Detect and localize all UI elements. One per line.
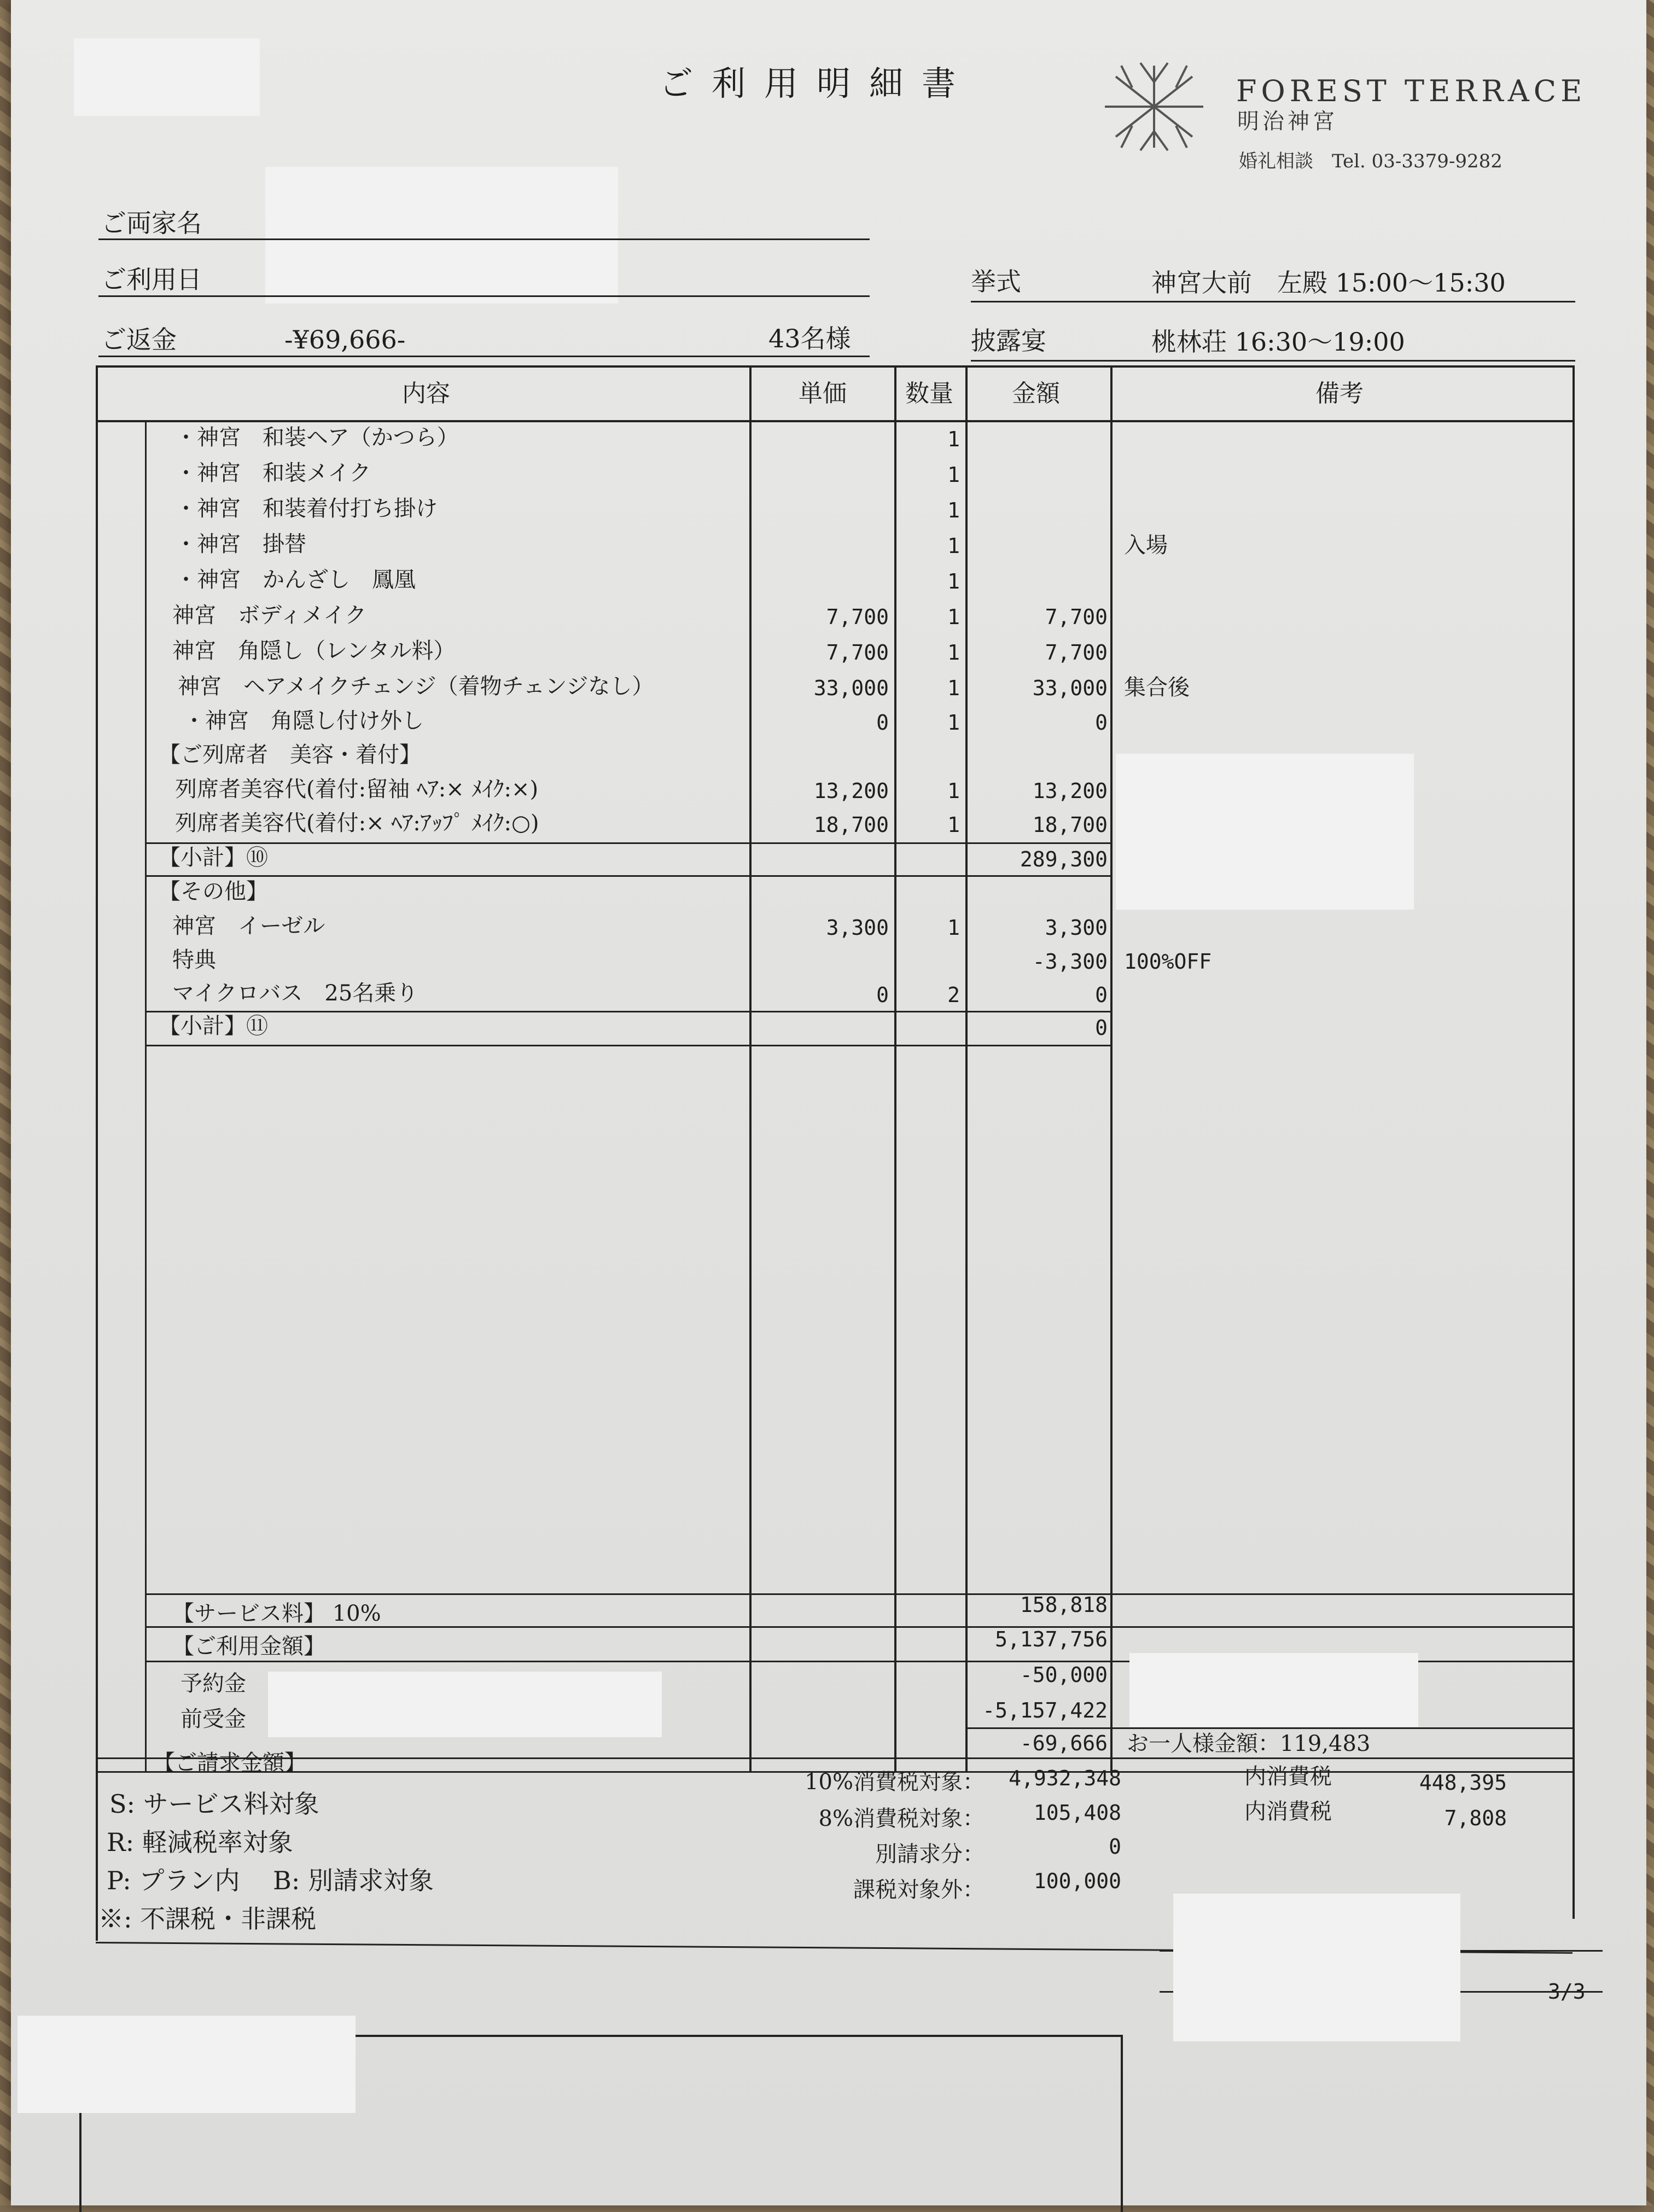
legend-service: S: サービス料対象	[109, 1789, 319, 1819]
subtotal-11-amount: 0	[1095, 1016, 1108, 1040]
billing-amount: -69,666	[1020, 1731, 1108, 1755]
separate-label: 別請求分：	[875, 1842, 985, 1867]
billing-label: 【ご請求金額】	[153, 1750, 306, 1776]
reception-label: 披露宴	[971, 326, 1046, 356]
inner-tax-2-value: 7,808	[1444, 1806, 1507, 1830]
reception-underline	[971, 360, 1575, 362]
per-person-amount: お一人様金額：119,483	[1127, 1731, 1371, 1756]
col-header-content: 内容	[402, 380, 450, 408]
service-charge-label: 【サービス料】 10%	[172, 1601, 381, 1626]
col-header-remarks: 備考	[1315, 380, 1364, 408]
brand-sub: 明治神宮	[1237, 109, 1338, 134]
redaction-reservation-name	[268, 1672, 662, 1737]
reception-value: 桃林荘 16:30〜19:00	[1151, 327, 1405, 357]
usage-amount: 5,137,756	[995, 1627, 1108, 1651]
page-number: 3/3	[1548, 1980, 1586, 2004]
tax8-label: 8%消費税対象：	[818, 1806, 985, 1831]
nontax-label: 課税対象外：	[853, 1877, 985, 1902]
inner-tax-1-label: 内消費税	[1244, 1764, 1332, 1789]
advance-amount: -5,157,422	[982, 1698, 1108, 1722]
date-label: ご利用日	[101, 265, 202, 294]
ceremony-value: 神宮大前 左殿 15:00〜15:30	[1151, 268, 1506, 298]
col-header-unit-price: 単価	[799, 380, 847, 408]
advance-label: 前受金	[180, 1707, 246, 1732]
ceremony-underline	[971, 301, 1575, 302]
refund-label: ご返金	[101, 325, 177, 354]
redaction-family-name	[265, 167, 618, 304]
invoice-paper	[11, 0, 1646, 2205]
separate-value: 0	[1109, 1835, 1121, 1859]
usage-amount-label: 【ご利用金額】	[172, 1634, 325, 1659]
refund-value: -¥69,666-	[284, 325, 406, 354]
nontax-value: 100,000	[1033, 1869, 1121, 1893]
family-label: ご両家名	[101, 208, 202, 238]
col-header-amount: 金額	[1012, 380, 1060, 408]
redaction-stamp	[1173, 1894, 1460, 2041]
tax10-value: 4,932,348	[1009, 1766, 1121, 1790]
subtotal-10-amount: 289,300	[1020, 847, 1108, 871]
ceremony-label: 挙式	[971, 267, 1021, 296]
forest-terrace-tree-logo	[1099, 55, 1209, 159]
details-table: 内容 単価 数量 金額 備考 ・神宮 和装ヘア（かつら） 1 ・神宮 和装メイク 1 ・神宮 和装着付打ち掛け 1 ・神宮 掛替 1 入場 ・神宮 かんざし 鳳凰 1 神宮 ボディメイク 7,700 1 7,700 神宮 角隠し（レンタル料） 7,700 1 7,700 神宮 ヘアメイクチェンジ（着物チェンジなし） 33,000 1 33,000 集合後 ・神宮 角隠し付け外し 0 1 0 【ご列席者 美容・着付】 列席者美容代(着付:留袖 ﾍｱ:× ﾒｲｸ:×) 13,200 1 13,200 列席者美容代(着付:× ﾍｱ:ｱｯﾌﾟ ﾒｲｸ:○) 18,700 1 18,700 【小計】⑩ 289,300 【その他】 神宮 イーゼル 3,300 1 3,300 特典 -3,300 100%OFF マイクロバス 25名乗り 0 2 0 【小計】⑪ 0 【サービス料】 10% 158,818 【ご利用金額】 5,137,756 予約金 -50,000 前受金 -5,157,422 -69,666 お一人様金額：119,483 【ご請求金額】	[96, 365, 1578, 1908]
refund-underline	[98, 356, 870, 357]
family-underline	[98, 238, 870, 240]
legend-reduced-tax: R: 軽減税率対象	[107, 1827, 293, 1857]
reservation-label: 予約金	[180, 1671, 246, 1696]
guest-count: 43名様	[768, 324, 851, 353]
subtotal-10-label: 【小計】⑩	[159, 845, 268, 870]
other-heading: 【その他】	[159, 879, 268, 904]
legend-plan: P: プラン内 B: 別請求対象	[107, 1866, 434, 1895]
document-title: ご利用明細書	[659, 63, 975, 103]
reservation-amount: -50,000	[1020, 1663, 1108, 1687]
brand-name: FOREST TERRACE	[1236, 74, 1587, 108]
subtotal-11-label: 【小計】⑪	[159, 1014, 268, 1039]
redaction-summary-remarks	[1129, 1653, 1418, 1727]
legend-nontax: ※: 不課税・非課税	[98, 1904, 317, 1934]
col-header-qty: 数量	[905, 380, 953, 408]
tax8-value: 105,408	[1033, 1801, 1121, 1825]
inner-tax-2-label: 内消費税	[1244, 1799, 1332, 1824]
tax10-label: 10%消費税対象：	[805, 1769, 985, 1795]
inner-tax-1-value: 448,395	[1419, 1771, 1507, 1795]
redaction-bottom-left	[18, 2016, 356, 2113]
redaction-top-left	[74, 38, 260, 116]
service-charge-amount: 158,818	[1020, 1593, 1108, 1617]
date-underline	[98, 295, 870, 297]
redaction-remarks	[1116, 754, 1414, 910]
brand-contact: 婚礼相談 Tel. 03-3379-9282	[1239, 150, 1502, 172]
